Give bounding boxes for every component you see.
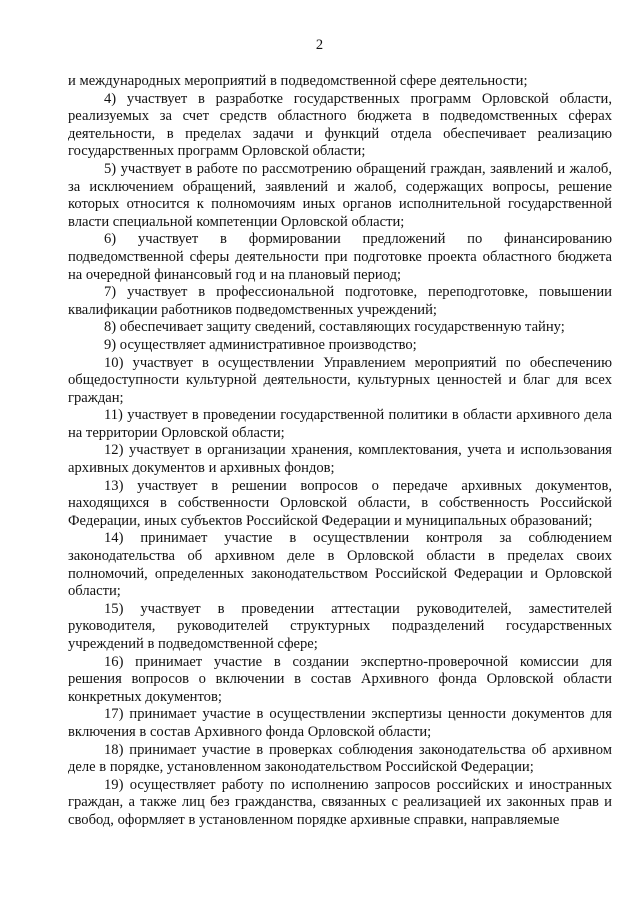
paragraph-item-19: 19) осуществляет работу по исполнению запросов российских и иностранных граждан, а также лиц без гражданства, связанных с реализацией их законных прав и свобод, оформляет в установленном порядке архивные справки, направляемые: [68, 776, 612, 828]
page-number: 2: [315, 37, 324, 53]
paragraph-item-9: 9) осуществляет административное производство;: [104, 336, 417, 353]
paragraph-item-12: 12) участвует в организации хранения, комплектования, учета и использования архивных документов и архивных фондов;: [68, 442, 612, 477]
paragraph-continuation: и международных мероприятий в подведомственной сфере деятельности;: [68, 73, 528, 89]
paragraph-item-10: 10) участвует в осуществлении Управлением мероприятий по обеспечению общедоступности культурной деятельности, культурных ценностей и благ для всех граждан;: [68, 354, 612, 406]
paragraph-item-18: 18) принимает участие в проверках соблюдения законодательства об архивном деле в порядке, установленном законодательством Российской Федерации;: [68, 741, 612, 776]
paragraph-item-11: 11) участвует в проведении государственной политики в области архивного дела на территории Орловской области;: [68, 407, 612, 441]
paragraph-item-16: 16) принимает участие в создании экспертно-проверочной комиссии для решения вопросов о включении в состав Архивного фонда Орловской области конкретных документов;: [68, 653, 612, 705]
paragraph-item-17: 17) принимает участие в осуществлении экспертизы ценности документов для включения в состав Архивного фонда Орловской области;: [68, 706, 612, 740]
paragraph-item-4: 4) участвует в разработке государственных программ Орловской области, реализуемых за счет средств областного бюджета в подведомственных сферах деятельности, в пределах задачи и функций отдела обеспечивает реализацию государственных программ Орловской области;: [68, 90, 612, 160]
paragraph-item-7: 7) участвует в профессиональной подготовке, переподготовке, повышении квалификации работников подведомственных учреждений;: [68, 284, 612, 318]
paragraph-item-8: 8) обеспечивает защиту сведений, составляющих государственную тайну;: [104, 319, 565, 336]
document-body: [68, 73, 612, 830]
paragraph-item-6: 6) участвует в формировании предложений по финансированию подведомственной сферы деятельности при подготовке проекта областного бюджета на очередной финансовый год и на плановый период;: [68, 231, 612, 283]
paragraph-item-13: 13) участвует в решении вопросов о передаче архивных документов, находящихся в собственности Орловской области, в собственность Российской Федерации, иных субъектов Российской Федерации и муниципальных образований;: [68, 477, 612, 529]
paragraph-item-5: 5) участвует в работе по рассмотрению обращений граждан, заявлений и жалоб, за исключением обращений, заявлений и жалоб, содержащих вопросы, решение которых относится к полномочиям иных органов исполнительной государственной власти специальной компетенции Орловской области;: [68, 160, 612, 230]
paragraph-item-14: 14) принимает участие в осуществлении контроля за соблюдением законодательства об архивном деле в Орловской области в пределах своих полномочий, определенных законодательством Российской Федерации и Орловской области;: [68, 530, 612, 600]
paragraph-item-15: 15) участвует в проведении аттестации руководителей, заместителей руководителя, руководителей структурных подразделений государственных учреждений в подведомственной сфере;: [68, 600, 612, 652]
